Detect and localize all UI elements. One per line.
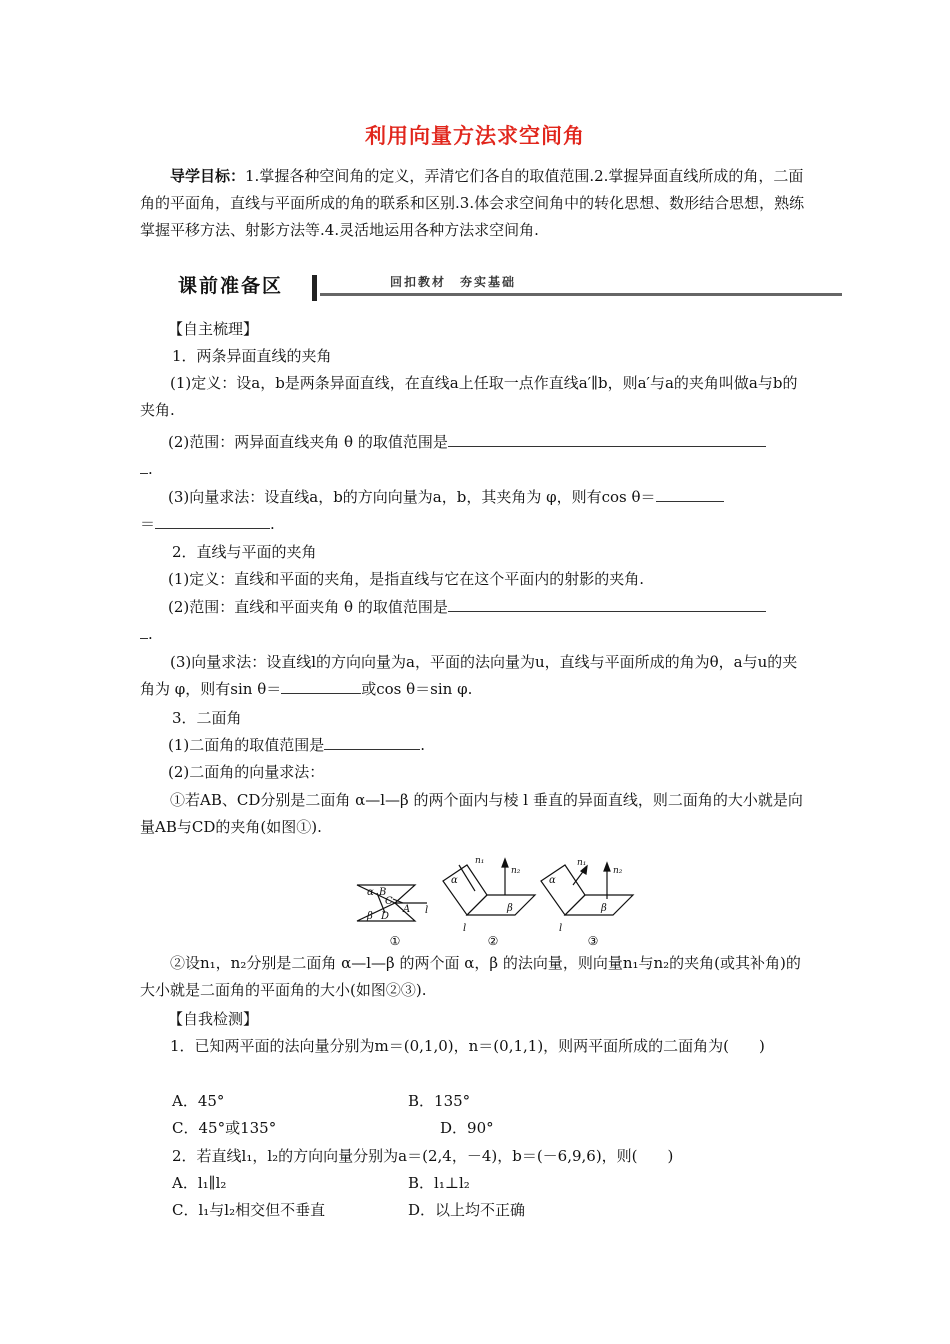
learning-goals — [140, 163, 810, 244]
s2-range-blank-cont[interactable] — [140, 623, 148, 639]
learning-goals-label: 导学目标： — [170, 167, 246, 185]
s2-definition: (1)定义：直线和平面的夹角，是指直线与它在这个平面内的射影的夹角. — [168, 570, 645, 588]
figure-3 — [541, 858, 633, 934]
s3-range-text: (1)二面角的取值范围是 — [168, 736, 325, 754]
s3-range — [168, 732, 425, 759]
s1-vector-period: . — [270, 515, 275, 533]
fig2-alpha: α — [451, 875, 458, 886]
figure-3-label: ③ — [587, 934, 599, 948]
fig3-alpha: α — [549, 875, 556, 886]
s3-item2: ②设n₁，n₂分别是二面角 α—l—β 的两个面 α，β 的法向量，则向量n₁与n₂的夹角(或其补角)的大小就是二面角的平面角的大小(如图②③). — [140, 954, 801, 999]
s1-title: 1．两条异面直线的夹角 — [172, 347, 332, 365]
figure-1 — [357, 885, 428, 922]
s2-range-end — [140, 621, 153, 648]
s2-range — [168, 594, 766, 621]
fig1-d: D — [381, 911, 390, 922]
figures-svg — [355, 855, 635, 950]
q2-option-d[interactable]: D．以上均不正确 — [408, 1201, 526, 1219]
s2-vector-text: (3)向量求法：设直线l的方向向量为a，平面的法向量为u，直线与平面所成的角为θ，a与u的夹角为 φ，则有sin θ＝ — [140, 653, 798, 698]
s3-item1: ①若AB、CD分别是二面角 α—l—β 的两个面内与棱 l 垂直的异面直线，则二面角的大小就是向量AB与CD的夹角(如图①). — [140, 791, 803, 836]
s3-range-blank[interactable] — [324, 734, 420, 750]
s1-range-blank-cont[interactable] — [140, 458, 148, 474]
section-rule — [320, 293, 842, 296]
review-heading: 【自主梳理】 — [168, 320, 259, 338]
q1-option-d[interactable]: D．90° — [440, 1119, 494, 1137]
fig1-alpha: α — [367, 887, 374, 898]
check-heading: 【自我检测】 — [168, 1010, 259, 1028]
s3-range-period: . — [420, 736, 426, 754]
question-1: 1．已知两平面的法向量分别为m＝(0,1,0)，n＝(0,1,1)，则两平面所成的二面角为( ) — [170, 1037, 765, 1055]
q1-option-a[interactable]: A．45° — [172, 1092, 225, 1110]
section-tag: 课前准备区 — [178, 275, 284, 297]
fig2-n1: n₁ — [475, 856, 485, 866]
page-title: 利用向量方法求空间角 — [365, 124, 585, 148]
q2-option-a[interactable]: A．l₁∥l₂ — [172, 1174, 227, 1192]
s2-range-text: (2)范围：直线和平面夹角 θ 的取值范围是 — [168, 598, 448, 616]
fig2-l: l — [463, 923, 467, 934]
figure-1-label: ① — [389, 934, 401, 948]
section-header — [172, 271, 842, 303]
fig2-n2: n₂ — [511, 866, 521, 876]
s2-range-period: . — [148, 625, 153, 643]
s1-range-blank[interactable] — [448, 431, 766, 447]
s2-vector — [140, 649, 810, 703]
s1-vector-blank2[interactable] — [155, 513, 270, 529]
dihedral-figures — [355, 855, 635, 950]
s1-range-text: (2)范围：两异面直线夹角 θ 的取值范围是 — [168, 433, 448, 451]
fig1-l: l — [425, 905, 429, 916]
s1-range-end — [140, 456, 153, 483]
s1-vector-text: (3)向量求法：设直线a，b的方向向量为a，b，其夹角为 φ，则有cos θ＝ — [168, 488, 656, 506]
fig3-l: l — [559, 923, 563, 934]
fig3-n2: n₂ — [613, 866, 623, 876]
s1-range — [168, 429, 766, 456]
section-bar-divider — [312, 275, 317, 301]
fig1-a: A — [403, 904, 411, 915]
q1-option-c[interactable]: C．45°或135° — [172, 1119, 277, 1137]
question-2: 2．若直线l₁，l₂的方向向量分别为a＝(2,4，－4)，b＝(－6,9,6)，则( ) — [172, 1147, 674, 1165]
fig3-n1: n₁ — [577, 858, 587, 868]
s1-vector-blank1[interactable] — [656, 486, 724, 502]
s1-definition: (1)定义：设a，b是两条异面直线，在直线a上任取一点作直线a′∥b，则a′与a的夹角叫做a与b的夹角. — [140, 374, 798, 419]
s2-vector-end: 或cos θ＝sin φ. — [361, 680, 473, 698]
fig2-beta: β — [507, 903, 513, 914]
s1-vector-eq: ＝ — [140, 515, 156, 533]
learning-goals-text: 1.掌握各种空间角的定义，弄清它们各自的取值范围.2.掌握异面直线所成的角，二面角的平面角，直线与平面所成的角的联系和区别.3.体会求空间角中的转化思想、数形结合思想，熟练掌握平移方法、射影方法等.4.灵活地运用各种方法求空间角. — [140, 167, 805, 239]
s1-range-period: . — [148, 460, 153, 478]
q2-option-c[interactable]: C．l₁与l₂相交但不垂直 — [172, 1201, 326, 1219]
s3-title: 3．二面角 — [172, 709, 242, 727]
q2-option-b[interactable]: B．l₁⊥l₂ — [408, 1174, 470, 1192]
s3-vector-title: (2)二面角的向量求法： — [168, 763, 325, 781]
s1-vector — [168, 484, 724, 511]
fig3-beta: β — [601, 903, 607, 914]
s2-range-blank[interactable] — [448, 596, 766, 612]
s2-title: 2．直线与平面的夹角 — [172, 543, 317, 561]
fig1-c: C — [385, 896, 393, 907]
q1-option-b[interactable]: B．135° — [408, 1092, 471, 1110]
fig1-b: B — [379, 887, 387, 898]
s1-vector-cont — [140, 511, 275, 538]
figure-2-label: ② — [487, 934, 499, 948]
section-subtitle: 回扣教材 夯实基础 — [390, 275, 517, 289]
s2-vector-blank[interactable] — [281, 678, 361, 694]
figure-2 — [443, 856, 535, 934]
fig1-beta: β — [367, 911, 373, 922]
